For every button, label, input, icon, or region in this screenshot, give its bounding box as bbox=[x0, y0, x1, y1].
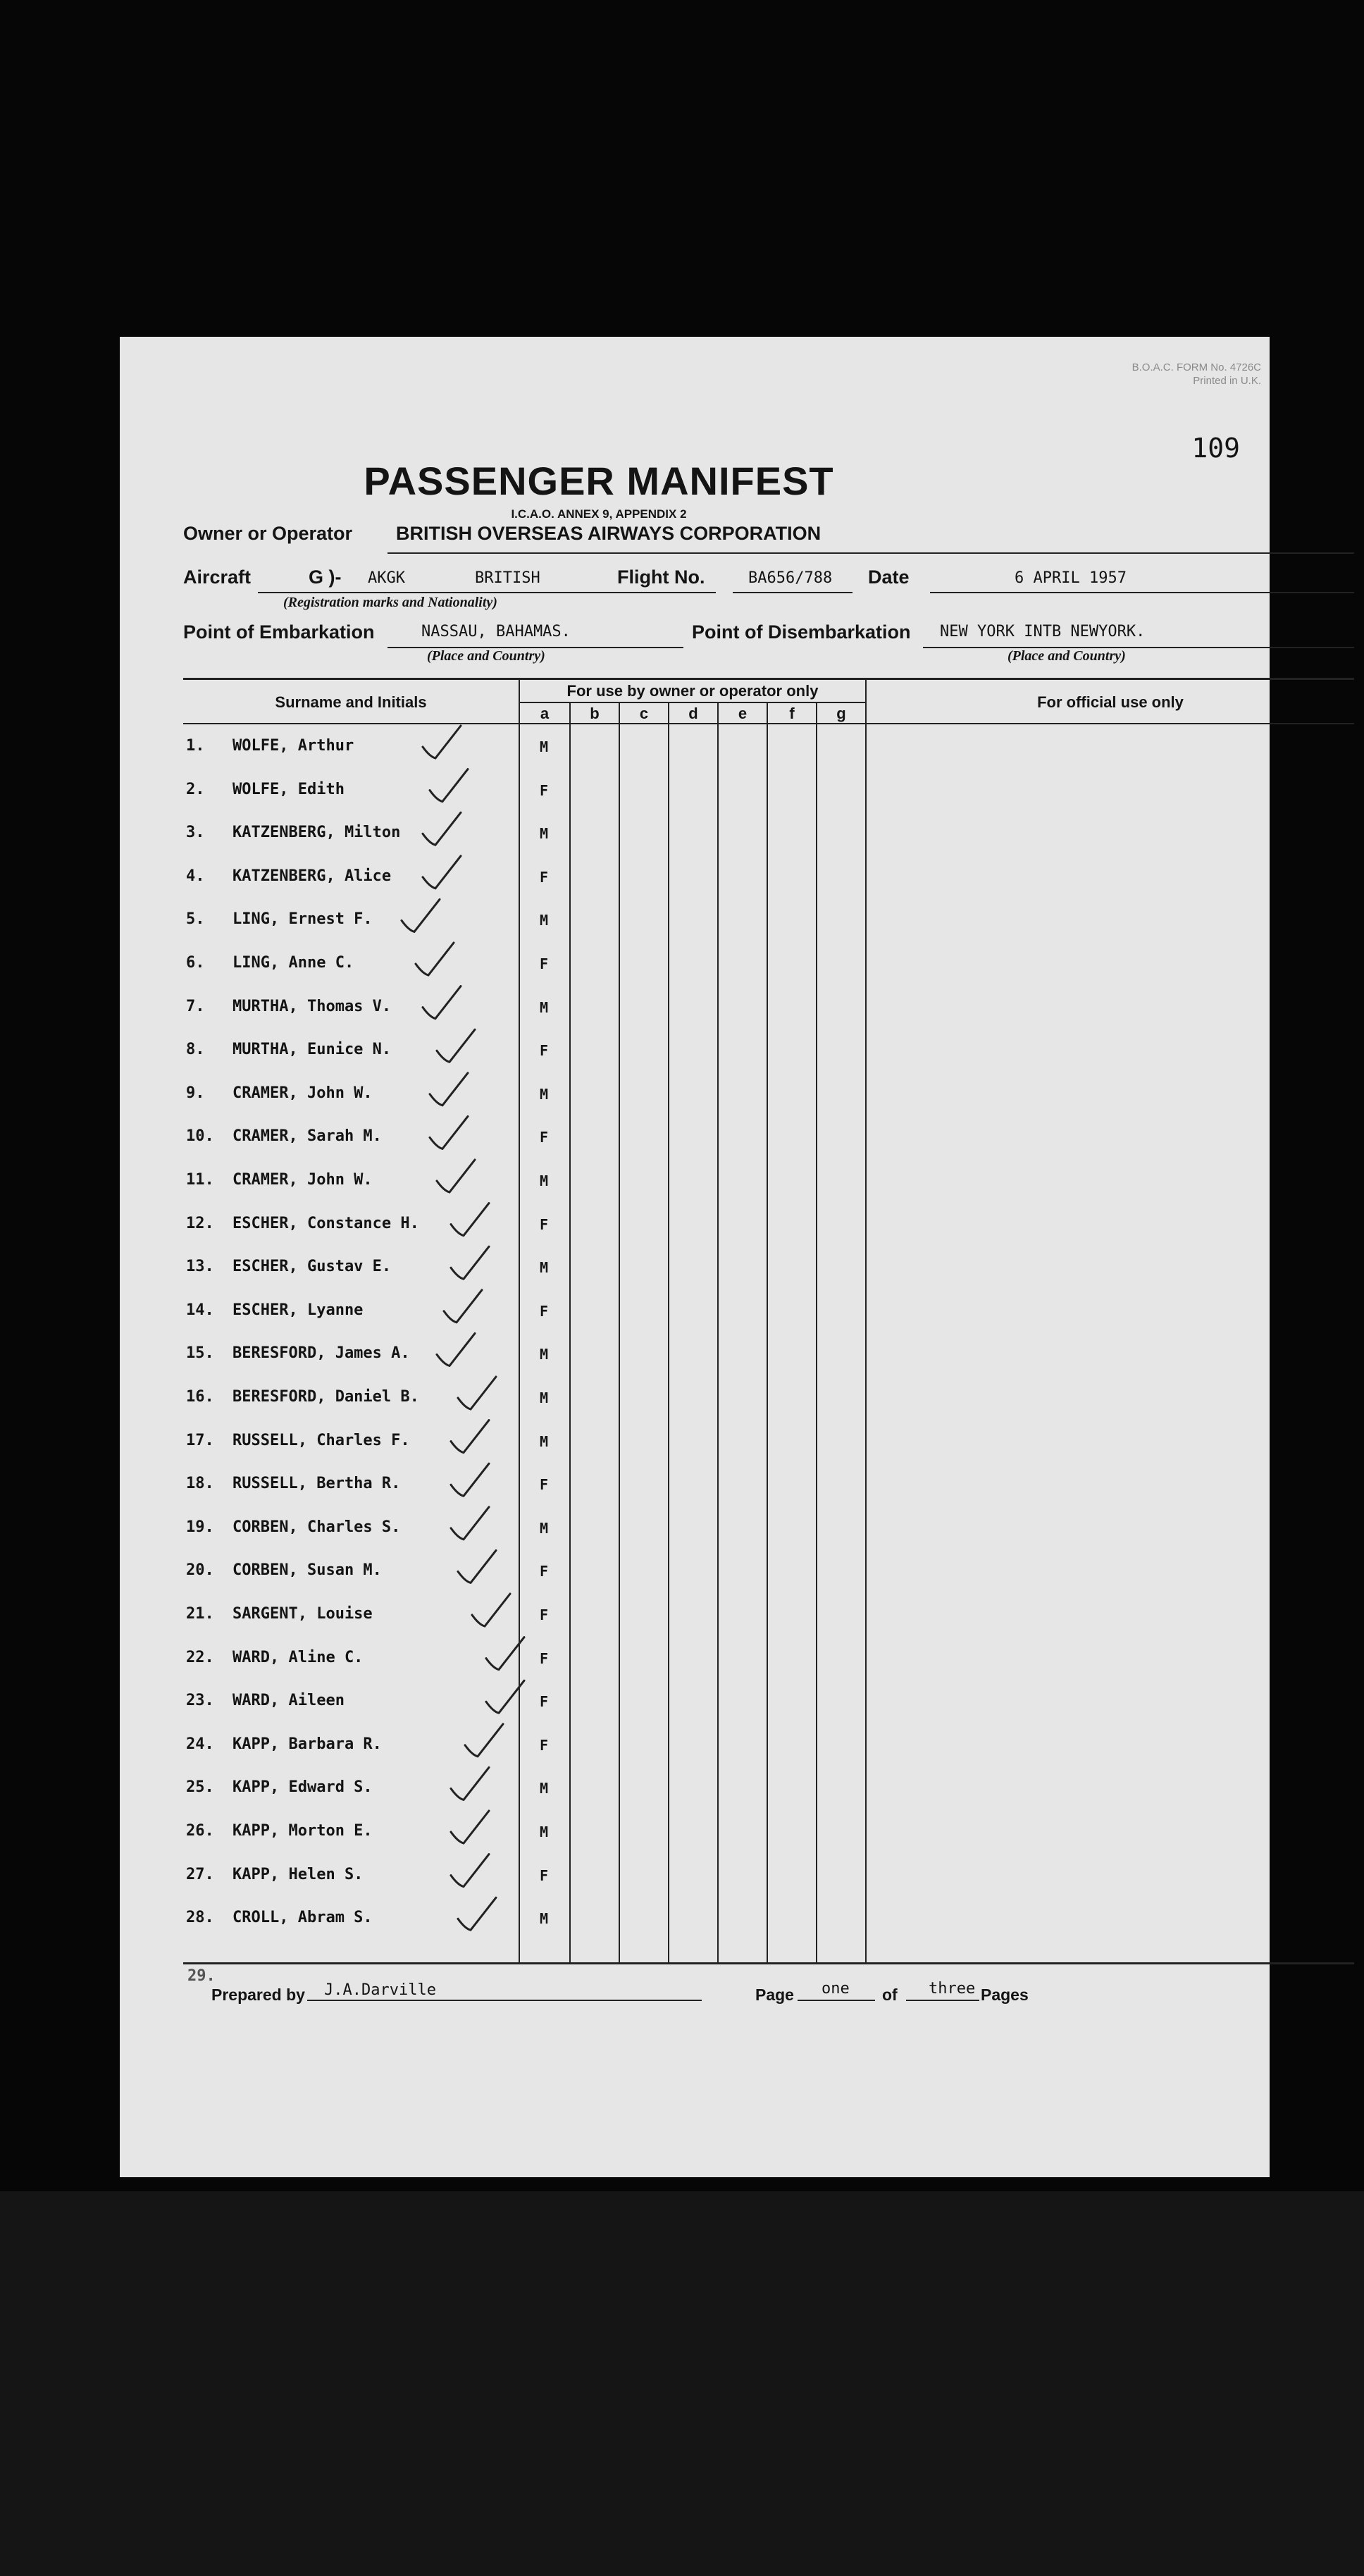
check-mark bbox=[437, 1029, 475, 1062]
passenger-name: KAPP, Barbara R. bbox=[232, 1735, 382, 1753]
passenger-number: 15. bbox=[186, 1344, 214, 1363]
embarkation-value: NASSAU, BAHAMAS. bbox=[421, 623, 571, 640]
passenger-name: BERESFORD, James A. bbox=[232, 1344, 410, 1363]
passenger-sex: M bbox=[539, 1780, 549, 1797]
printed-in: Printed in U.K. bbox=[1193, 375, 1261, 387]
passenger-name: ESCHER, Gustav E. bbox=[232, 1258, 392, 1276]
passenger-number: 4. bbox=[186, 867, 205, 885]
passenger-number: 9. bbox=[186, 1084, 205, 1102]
passenger-number: 10. bbox=[186, 1127, 214, 1146]
passenger-number: 2. bbox=[186, 780, 205, 798]
check-mark bbox=[437, 1333, 475, 1366]
passenger-number: 27. bbox=[186, 1865, 214, 1883]
check-mark bbox=[444, 1290, 482, 1323]
check-mark bbox=[423, 812, 461, 845]
passenger-sex: F bbox=[539, 1693, 549, 1711]
date-label: Date bbox=[868, 566, 910, 588]
prepared-label: Prepared by bbox=[211, 1986, 305, 2004]
check-mark bbox=[430, 1073, 468, 1106]
passenger-name: CROLL, Abram S. bbox=[232, 1909, 373, 1927]
passenger-sex: F bbox=[539, 1129, 549, 1146]
passenger-number: 6. bbox=[186, 954, 205, 972]
passenger-name: CORBEN, Susan M. bbox=[232, 1561, 382, 1580]
passenger-name: KATZENBERG, Alice bbox=[232, 867, 392, 885]
passenger-number: 24. bbox=[186, 1735, 214, 1753]
check-mark bbox=[486, 1680, 524, 1713]
check-mark bbox=[437, 1160, 475, 1192]
passenger-name: RUSSELL, Charles F. bbox=[232, 1431, 410, 1449]
passenger-sex: F bbox=[539, 955, 549, 972]
passenger-number: 28. bbox=[186, 1909, 214, 1927]
embarkation-note: (Place and Country) bbox=[427, 648, 545, 664]
passenger-name: LING, Ernest F. bbox=[232, 910, 373, 929]
passenger-name: MURTHA, Eunice N. bbox=[232, 1041, 392, 1059]
passenger-name: KAPP, Edward S. bbox=[232, 1778, 373, 1797]
passenger-number: 13. bbox=[186, 1258, 214, 1276]
flight-label: Flight No. bbox=[617, 566, 705, 588]
aircraft-registration: AKGK bbox=[368, 569, 405, 587]
aircraft-prefix: G )- bbox=[309, 566, 342, 588]
check-mark bbox=[451, 1203, 489, 1236]
col-official-header: For official use only bbox=[1037, 693, 1184, 711]
trailing-row-number: 29. bbox=[187, 1967, 216, 1985]
col-letter: d bbox=[688, 705, 698, 722]
passenger-sex: F bbox=[539, 868, 549, 886]
passenger-sex: M bbox=[539, 1823, 549, 1840]
passenger-sex: F bbox=[539, 1476, 549, 1494]
passenger-number: 19. bbox=[186, 1518, 214, 1536]
owner-value: BRITISH OVERSEAS AIRWAYS CORPORATION bbox=[396, 523, 822, 544]
passenger-number: 21. bbox=[186, 1605, 214, 1623]
passenger-name: SARGENT, Louise bbox=[232, 1605, 373, 1623]
col-letter: c bbox=[639, 705, 649, 722]
aircraft-note: (Registration marks and Nationality) bbox=[283, 595, 497, 610]
page-title: PASSENGER MANIFEST bbox=[364, 459, 834, 503]
passenger-sex: M bbox=[539, 738, 549, 755]
passenger-sex: M bbox=[539, 825, 549, 843]
check-mark bbox=[458, 1377, 496, 1409]
passenger-sex: F bbox=[539, 1042, 549, 1060]
check-mark bbox=[423, 856, 461, 888]
check-mark bbox=[451, 1811, 489, 1843]
disembarkation-note: (Place and Country) bbox=[1008, 648, 1126, 664]
passenger-number: 11. bbox=[186, 1171, 214, 1189]
disembarkation-value: NEW YORK INTB NEWYORK. bbox=[940, 623, 1146, 640]
passenger-sex: M bbox=[539, 998, 549, 1016]
col-letter: g bbox=[836, 705, 846, 722]
check-mark bbox=[458, 1897, 496, 1930]
check-mark bbox=[451, 1463, 489, 1496]
passenger-number: 7. bbox=[186, 997, 205, 1015]
passenger-name: WOLFE, Arthur bbox=[232, 737, 354, 755]
page-number: 109 bbox=[1191, 433, 1240, 464]
check-mark bbox=[472, 1594, 510, 1626]
passenger-name: WOLFE, Edith bbox=[232, 780, 345, 798]
passenger-number: 26. bbox=[186, 1822, 214, 1840]
passenger-name: WARD, Aileen bbox=[232, 1692, 345, 1710]
check-mark bbox=[486, 1637, 524, 1670]
passenger-name: CORBEN, Charles S. bbox=[232, 1518, 401, 1536]
check-mark bbox=[451, 1854, 489, 1887]
passenger-sex: M bbox=[539, 1346, 549, 1363]
col-operator-header: For use by owner or operator only bbox=[566, 682, 819, 700]
check-mark bbox=[451, 1246, 489, 1279]
embarkation-label: Point of Embarkation bbox=[183, 621, 375, 643]
owner-label: Owner or Operator bbox=[183, 523, 353, 544]
passenger-number: 12. bbox=[186, 1214, 214, 1232]
page-underline bbox=[798, 2000, 875, 2001]
passenger-name: MURTHA, Thomas V. bbox=[232, 997, 392, 1015]
passenger-number: 1. bbox=[186, 737, 205, 755]
of-label: of bbox=[882, 1986, 898, 2004]
passenger-number: 14. bbox=[186, 1301, 214, 1319]
passenger-sex: F bbox=[539, 1649, 549, 1667]
check-mark bbox=[451, 1420, 489, 1453]
passenger-name: LING, Anne C. bbox=[232, 954, 354, 972]
form-number: B.O.A.C. FORM No. 4726C bbox=[1132, 361, 1261, 373]
passenger-name: CRAMER, Sarah M. bbox=[232, 1127, 382, 1146]
passenger-sex: F bbox=[539, 1302, 549, 1320]
of-value: three bbox=[929, 1980, 976, 1998]
pages-label: Pages bbox=[981, 1986, 1029, 2004]
passenger-number: 17. bbox=[186, 1431, 214, 1449]
passenger-sex: M bbox=[539, 1085, 549, 1103]
col-letter: b bbox=[590, 705, 600, 722]
check-mark bbox=[451, 1507, 489, 1540]
check-mark bbox=[402, 899, 440, 931]
aircraft-label: Aircraft bbox=[183, 566, 252, 588]
check-mark bbox=[423, 986, 461, 1019]
passenger-number: 8. bbox=[186, 1041, 205, 1059]
passenger-name: KAPP, Helen S. bbox=[232, 1865, 364, 1883]
passenger-sex: M bbox=[539, 1910, 549, 1928]
passenger-sex: F bbox=[539, 1215, 549, 1233]
check-mark bbox=[430, 1116, 468, 1148]
passenger-name: WARD, Aline C. bbox=[232, 1648, 364, 1666]
col-letter: e bbox=[738, 705, 748, 722]
passenger-sex: M bbox=[539, 912, 549, 929]
passenger-name: ESCHER, Constance H. bbox=[232, 1214, 419, 1232]
col-letter: f bbox=[789, 705, 795, 722]
check-mark bbox=[423, 726, 461, 758]
passenger-name: BERESFORD, Daniel B. bbox=[232, 1388, 419, 1406]
col-letter: a bbox=[540, 705, 550, 722]
passenger-name: ESCHER, Lyanne bbox=[232, 1301, 364, 1319]
passenger-number: 5. bbox=[186, 910, 205, 929]
film-bottom-strip bbox=[0, 2191, 1364, 2576]
passenger-sex: M bbox=[539, 1172, 549, 1189]
passenger-sex: F bbox=[539, 1563, 549, 1580]
passenger-name: CRAMER, John W. bbox=[232, 1084, 373, 1102]
passenger-sex: M bbox=[539, 1259, 549, 1277]
aircraft-nationality: BRITISH bbox=[475, 569, 540, 587]
check-mark-group bbox=[402, 726, 524, 1930]
passenger-number: 18. bbox=[186, 1475, 214, 1493]
check-marks bbox=[120, 337, 1270, 2177]
passenger-sex: F bbox=[539, 781, 549, 799]
date-value: 6 APRIL 1957 bbox=[1015, 569, 1127, 587]
page-value: one bbox=[822, 1980, 850, 1998]
passenger-name: RUSSELL, Bertha R. bbox=[232, 1475, 401, 1493]
passenger-sex: F bbox=[539, 1866, 549, 1884]
of-underline bbox=[906, 2000, 979, 2001]
passenger-number: 25. bbox=[186, 1778, 214, 1797]
passenger-name: KATZENBERG, Milton bbox=[232, 824, 401, 842]
passenger-number: 22. bbox=[186, 1648, 214, 1666]
page-subtitle: I.C.A.O. ANNEX 9, APPENDIX 2 bbox=[511, 507, 687, 521]
passenger-number: 16. bbox=[186, 1388, 214, 1406]
passenger-name: KAPP, Morton E. bbox=[232, 1822, 373, 1840]
passenger-number: 20. bbox=[186, 1561, 214, 1580]
flight-value: BA656/788 bbox=[748, 569, 833, 587]
passenger-sex: M bbox=[539, 1519, 549, 1537]
col-surname-header: Surname and Initials bbox=[275, 693, 427, 711]
disembarkation-label: Point of Disembarkation bbox=[692, 621, 911, 643]
passenger-sex: M bbox=[539, 1389, 549, 1406]
page-label: Page bbox=[755, 1986, 794, 2004]
prepared-underline bbox=[307, 2000, 702, 2001]
passenger-number: 3. bbox=[186, 824, 205, 842]
passenger-sex: M bbox=[539, 1432, 549, 1450]
passenger-sex: F bbox=[539, 1606, 549, 1623]
check-mark bbox=[430, 769, 468, 802]
check-mark bbox=[465, 1724, 503, 1757]
passenger-number: 23. bbox=[186, 1692, 214, 1710]
passenger-name: CRAMER, John W. bbox=[232, 1171, 373, 1189]
check-mark bbox=[451, 1767, 489, 1800]
manifest-sheet bbox=[120, 337, 1270, 2177]
prepared-value: J.A.Darville bbox=[324, 1981, 436, 1999]
check-mark bbox=[458, 1550, 496, 1583]
check-mark bbox=[416, 943, 454, 975]
passenger-sex: F bbox=[539, 1736, 549, 1754]
